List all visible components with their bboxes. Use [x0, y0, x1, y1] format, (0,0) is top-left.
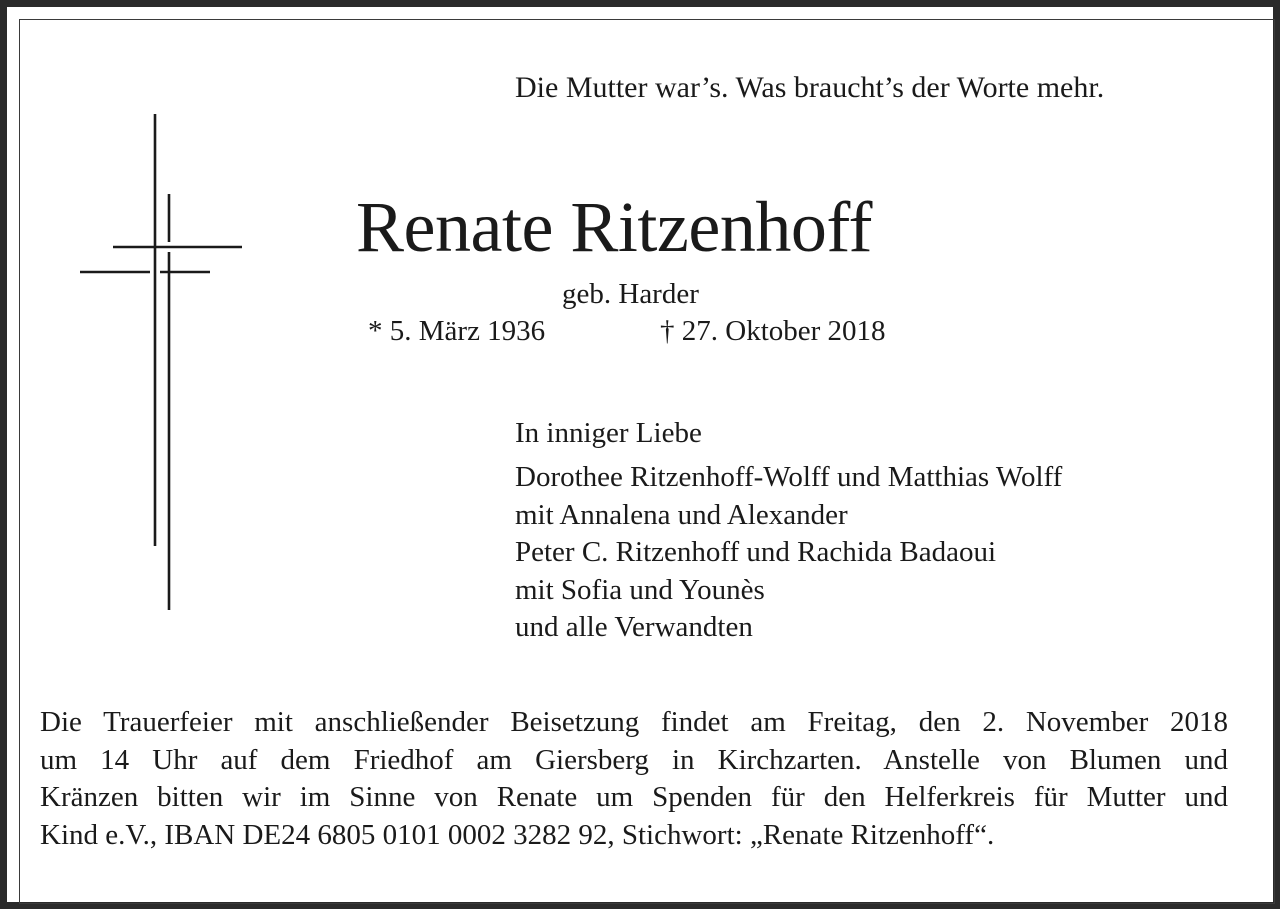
mourner-line: mit Sofia und Younès	[515, 573, 765, 606]
notice-line: Kind e.V., IBAN DE24 6805 0101 0002 3282 92, Stichwort: „Renate Ritzenhoff“.	[40, 818, 995, 851]
death-date: † 27. Oktober 2018	[660, 315, 886, 347]
notice-line: Kränzen bitten wir im Sinne von Renate um Spenden für den Helferkreis für Mutter und	[40, 781, 1228, 813]
double-cross-icon	[72, 108, 252, 618]
motto-quote: Die Mutter war’s. Was braucht’s der Worte mehr.	[515, 71, 1105, 104]
mourner-line: Peter C. Ritzenhoff und Rachida Badaoui	[515, 536, 997, 568]
birth-date: * 5. März 1936	[368, 315, 546, 347]
birth-name: geb. Harder	[562, 278, 699, 310]
mourners-list	[515, 459, 1062, 647]
mourners-intro: In inniger Liebe	[515, 417, 702, 449]
mourner-line: mit Annalena und Alexander	[515, 498, 848, 531]
notice-line: Die Trauerfeier mit anschließender Beisetzung findet am Freitag, den 2. November 2018	[40, 706, 1228, 738]
mourner-line: und alle Verwandten	[515, 611, 753, 643]
notice-line: um 14 Uhr auf dem Friedhof am Giersberg in Kirchzarten. Anstelle von Blumen und	[40, 743, 1228, 776]
deceased-name: Renate Ritzenhoff	[356, 187, 872, 267]
funeral-notice	[40, 704, 1228, 854]
mourner-line: Dorothee Ritzenhoff-Wolff und Matthias Wolff	[515, 461, 1063, 493]
